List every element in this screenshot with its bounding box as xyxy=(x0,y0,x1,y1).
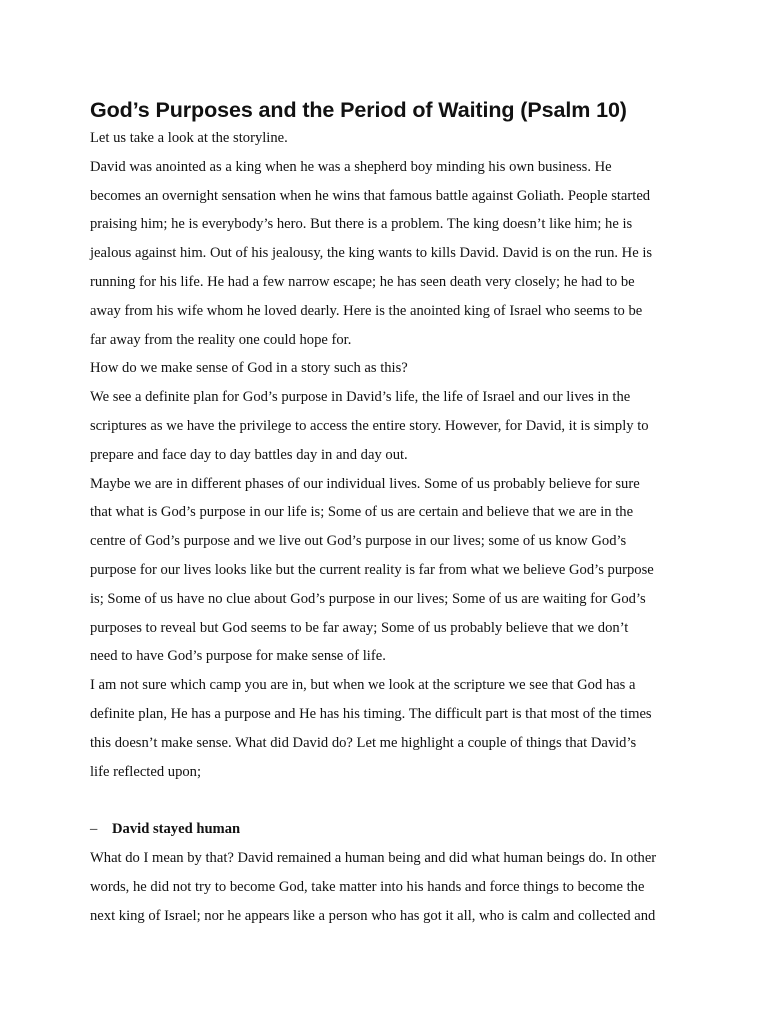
text-line: Maybe we are in different phases of our individual lives. Some of us probably believe for sure xyxy=(90,475,640,492)
text-line: is; Some of us have no clue about God’s purpose in our lives; Some of us are waiting for God’s xyxy=(90,590,646,607)
section-heading xyxy=(90,815,680,844)
text-line: David was anointed as a king when he was a shepherd boy minding his own business. He xyxy=(90,158,612,175)
text-line: becomes an overnight sensation when he wins that famous battle against Goliath. People started xyxy=(90,187,651,204)
text-line: life reflected upon; xyxy=(90,763,202,780)
bullet-dash: – xyxy=(90,821,98,838)
blank-line xyxy=(90,786,680,815)
text-line: prepare and face day to day battles day in and day out. xyxy=(90,446,408,463)
paragraph-definite-plan xyxy=(90,383,680,469)
section-heading-text: David stayed human xyxy=(112,821,241,838)
paragraph-stayed-human xyxy=(90,844,680,930)
text-line: scriptures as we have the privilege to access the entire story. However, for David, it is simply to xyxy=(90,417,649,434)
text-line: words, he did not try to become God, take matter into his hands and force things to become the xyxy=(90,878,645,895)
text-line: I am not sure which camp you are in, but when we look at the scripture we see that God has a xyxy=(90,677,636,694)
document-body xyxy=(90,124,680,930)
text-line: praising him; he is everybody’s hero. But there is a problem. The king doesn’t like him; he is xyxy=(90,216,633,233)
text-line: purposes to reveal but God seems to be far away; Some of us probably believe that we don’t xyxy=(90,619,629,636)
paragraph-question xyxy=(90,354,680,383)
text-line: running for his life. He had a few narrow escape; he has seen death very closely; he had to be xyxy=(90,273,635,290)
paragraph-david-story xyxy=(90,153,680,355)
text-line: away from his wife whom he loved dearly. Here is the anointed king of Israel who seems to be xyxy=(90,302,643,319)
text-line: far away from the reality one could hope for. xyxy=(90,331,352,348)
document-title: God’s Purposes and the Period of Waiting (Psalm 10) xyxy=(90,98,627,122)
text-line: We see a definite plan for God’s purpose in David’s life, the life of Israel and our lives in the xyxy=(90,389,631,406)
text-line: Let us take a look at the storyline. xyxy=(90,130,288,146)
text-line: this doesn’t make sense. What did David do? Let me highlight a couple of things that David’s xyxy=(90,734,637,751)
text-line: What do I mean by that? David remained a human being and did what human beings do. In other xyxy=(90,849,657,866)
text-line: centre of God’s purpose and we live out God’s purpose in our lives; some of us know God’s xyxy=(90,533,627,550)
paragraph-storyline-intro xyxy=(90,124,680,153)
document-page xyxy=(90,96,680,930)
text-line: definite plan, He has a purpose and He has his timing. The difficult part is that most of the times xyxy=(90,705,652,722)
text-line: purpose for our lives looks like but the current reality is far from what we believe God’s purpose xyxy=(90,561,654,578)
text-line: How do we make sense of God in a story such as this? xyxy=(90,360,408,377)
paragraph-which-camp xyxy=(90,671,680,786)
text-line: that what is God’s purpose in our life is; Some of us are certain and believe that we are in the xyxy=(90,504,634,521)
text-line: need to have God’s purpose for make sense of life. xyxy=(90,648,386,665)
paragraph-phases xyxy=(90,470,680,672)
text-line: next king of Israel; nor he appears like a person who has got it all, who is calm and collected and xyxy=(90,907,656,924)
text-line: jealous against him. Out of his jealousy, the king wants to kills David. David is on the run. He is xyxy=(90,245,653,262)
